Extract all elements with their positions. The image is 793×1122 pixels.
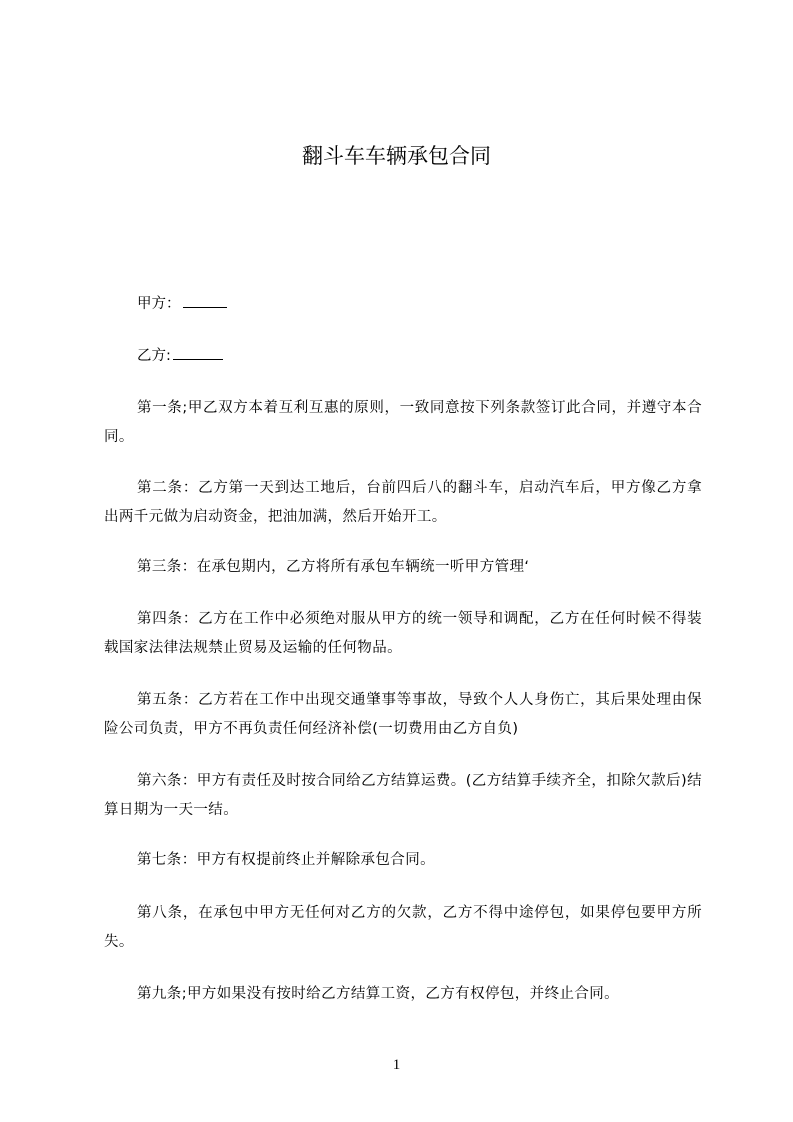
party-a-blank	[183, 293, 227, 308]
party-b-label: 乙方:	[137, 348, 171, 364]
page-number: 1	[392, 1057, 401, 1073]
clause-6: 第六条：甲方有责任及时按合同给乙方结算运费。(乙方结算手续齐全，扣除欠款后)结算日期为一天一结。	[104, 773, 702, 818]
clause-5: 第五条：乙方若在工作中出现交通肇事等事故，导致个人人身伤亡，其后果处理由保险公司负责，甲方不再负责任何经济补偿(一切费用由乙方自负)	[104, 692, 702, 737]
clause-3: 第三条：在承包期内，乙方将所有承包车辆统一听甲方管理‘	[137, 559, 530, 575]
clause-2: 第二条：乙方第一天到达工地后，台前四后八的翻斗车，启动汽车后，甲方像乙方拿出两千元做为启动资金，把油加满，然后开始开工。	[104, 480, 702, 525]
clause-9: 第九条;甲方如果没有按时给乙方结算工资，乙方有权停包，并终止合同。	[137, 986, 620, 1002]
clause-7: 第七条：甲方有权提前终止并解除承包合同。	[137, 852, 435, 868]
party-a-line	[137, 293, 227, 314]
party-a-label: 甲方：	[137, 296, 181, 312]
clause-4: 第四条：乙方在工作中必须绝对服从甲方的统一领导和调配，乙方在任何时候不得装载国家法律法规禁止贸易及运输的任何物品。	[104, 611, 702, 656]
document-title: 翻斗车车辆承包合同	[302, 144, 491, 168]
clause-1: 第一条;甲乙双方本着互利互惠的原则，一致同意按下列条款签订此合同，并遵守本合同。	[104, 400, 702, 445]
party-b-line	[137, 345, 223, 366]
clause-8: 第八条，在承包中甲方无任何对乙方的欠款，乙方不得中途停包，如果停包要甲方所失。	[104, 905, 702, 950]
party-b-blank	[173, 345, 223, 360]
